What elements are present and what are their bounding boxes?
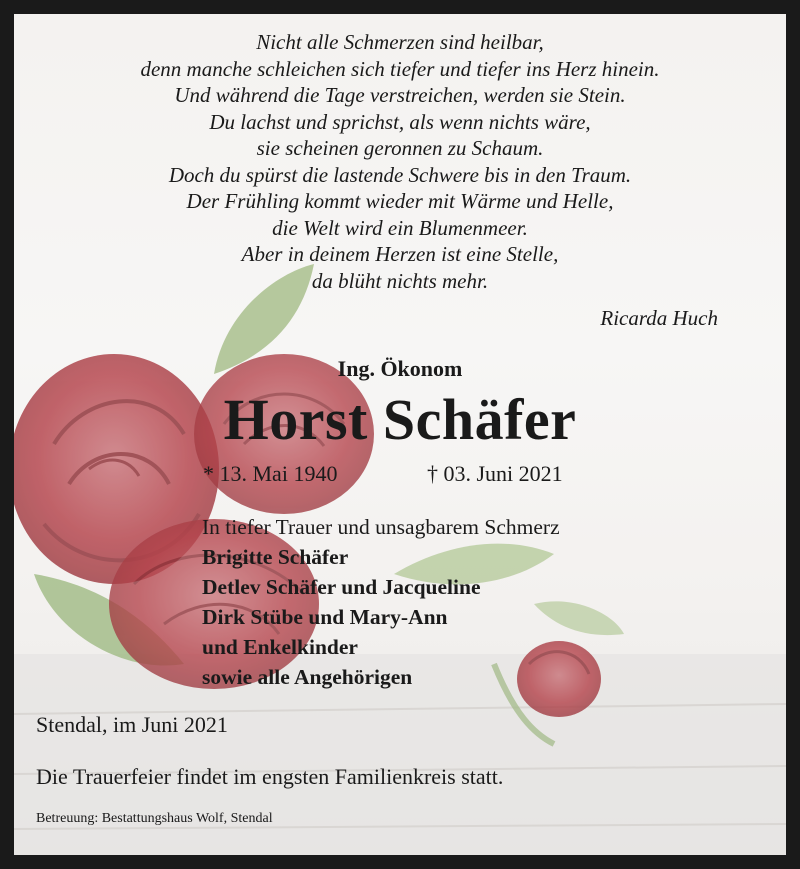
poem-line: Doch du spürst die lastende Schwere bis in den Traum.	[168, 162, 632, 187]
obituary-content	[14, 14, 786, 855]
poem-line: die Welt wird ein Blumenmeer.	[272, 215, 528, 240]
mourner-name: Brigitte Schäfer	[202, 545, 349, 569]
mourners-intro: In tiefer Trauer und unsagbarem Schmerz	[202, 515, 560, 539]
mourner-name: sowie alle Angehörigen	[202, 665, 413, 689]
place-date: Stendal, im Juni 2021	[36, 712, 228, 737]
poem-line: Der Frühling kommt wieder mit Wärme und Helle,	[186, 189, 614, 213]
mourner-name: Dirk Stübe und Mary-Ann	[202, 605, 448, 629]
deceased-title: Ing. Ökonom	[337, 356, 463, 381]
poem-line: Und während die Tage verstreichen, werden sie Stein.	[174, 83, 626, 107]
poem-line: Aber in deinem Herzen ist eine Stelle,	[241, 242, 559, 266]
poem-line: sie scheinen geronnen zu Schaum.	[256, 136, 544, 160]
deceased-name: Horst Schäfer	[223, 387, 577, 452]
funeral-home-credit: Betreuung: Bestattungshaus Wolf, Stendal	[36, 811, 273, 826]
poem-line: da blüht nichts mehr.	[311, 268, 489, 293]
mourner-name: und Enkelkinder	[202, 635, 358, 659]
ceremony-note: Die Trauerfeier findet im engsten Familienkreis statt.	[36, 764, 504, 789]
poem-line: Du lachst und sprichst, als wenn nichts wäre,	[209, 109, 591, 134]
poem	[14, 29, 786, 294]
mourners-list	[202, 512, 560, 692]
death-date: † 03. Juni 2021	[427, 461, 563, 486]
poem-line: denn manche schleichen sich tiefer und tiefer ins Herz hinein.	[140, 56, 660, 81]
poem-author: Ricarda Huch	[600, 306, 718, 330]
poem-line: Nicht alle Schmerzen sind heilbar,	[256, 30, 544, 54]
birth-date: * 13. Mai 1940	[203, 461, 338, 486]
mourner-name: Detlev Schäfer und Jacqueline	[202, 575, 481, 599]
